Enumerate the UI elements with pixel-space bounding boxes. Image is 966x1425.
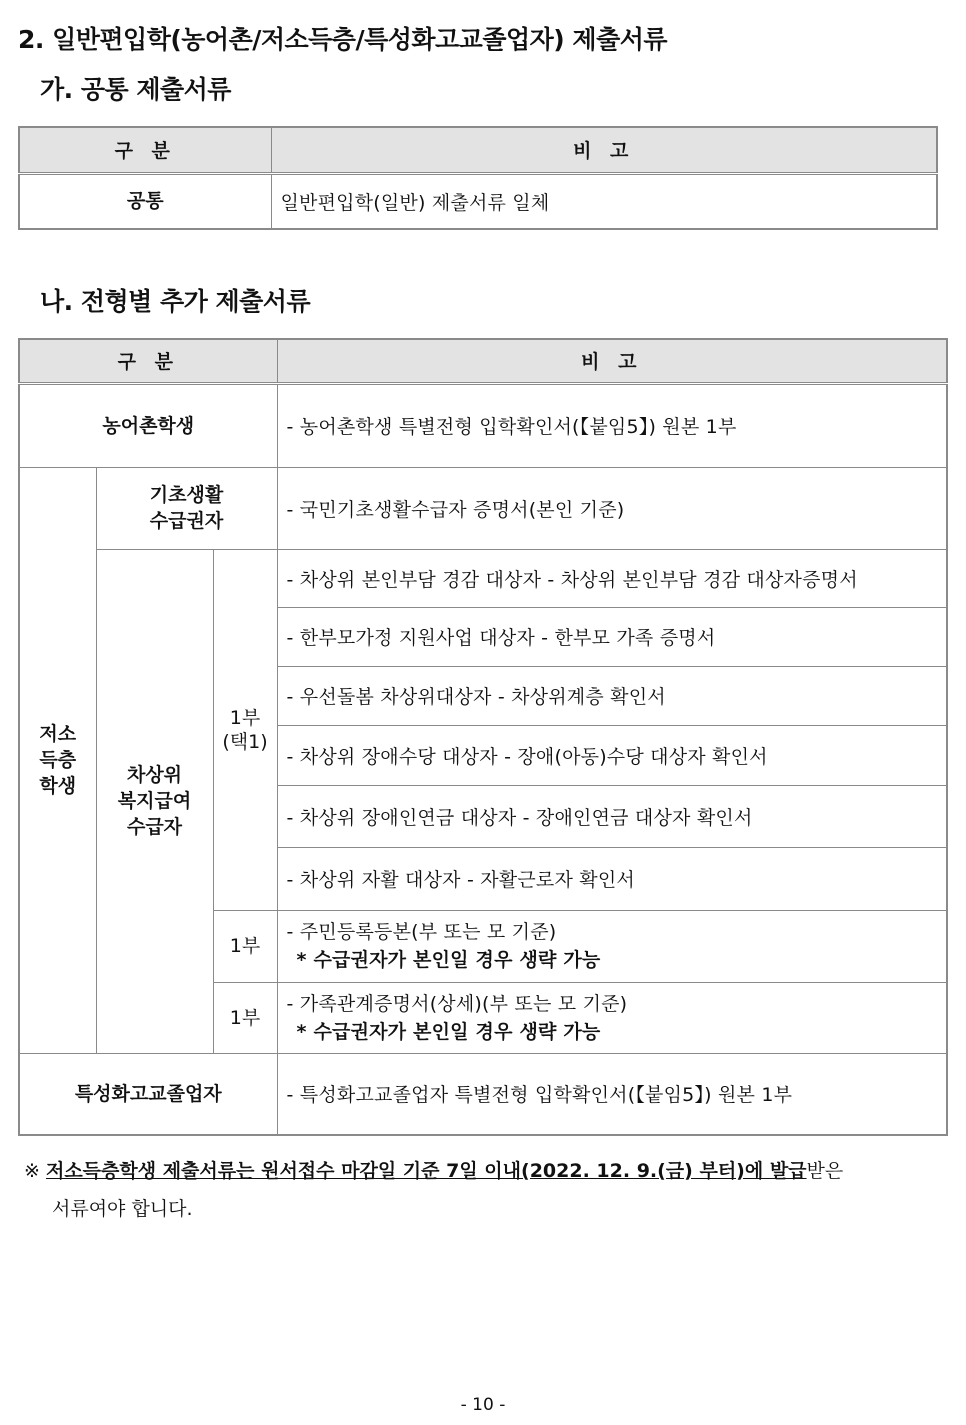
option-note-cell: - 차상위 본인부담 경감 대상자 - 차상위 본인부담 경감 대상자증명서 [277,549,947,607]
category-line: 기초생활 [149,484,224,506]
category-line: 수급자 [126,816,183,838]
note-cell: - 특성화고교졸업자 특별전형 입학확인서(【붙임5】) 원본 1부 [277,1053,947,1135]
reference-mark: ※ [24,1160,40,1182]
category-cell: 공통 [19,173,271,229]
low-income-category-cell [19,467,96,1053]
page-number: - 10 - [460,1395,506,1415]
footnote [24,1152,843,1228]
near-poor-category-cell [96,549,213,1053]
count-line: (택1) [222,730,268,753]
note-cell: - 국민기초생활수급자 증명서(본인 기준) [277,467,947,549]
option-note-cell: - 차상위 장애수당 대상자 - 장애(아동)수당 대상자 확인서 [277,725,947,785]
table-header-row [19,339,947,383]
footnote-emphasis: 저소득층학생 제출서류는 원서접수 마감일 기준 7일 이내(2022. 12. 9.(금) 부터)에 발급 [45,1160,807,1182]
footnote-line: 서류여야 합니다. [52,1198,193,1220]
choice-count-cell [213,549,277,910]
option-note-cell: - 한부모가정 지원사업 대상자 - 한부모 가족 증명서 [277,607,947,666]
option-note-cell: - 차상위 장애인연금 대상자 - 장애인연금 대상자 확인서 [277,785,947,847]
category-line: 차상위 [126,764,183,786]
category-line: 저소 [39,723,77,745]
note-line: - 가족관계증명서(상세)(부 또는 모 기준) [286,992,628,1015]
category-cell: 농어촌학생 [19,383,277,467]
omission-note: * 수급권자가 본인일 경우 생략 가능 [296,1020,601,1043]
footnote-line [24,1152,843,1190]
note-line: - 주민등록등본(부 또는 모 기준) [286,921,557,943]
table-row [19,1053,947,1135]
additional-docs-title: 나. 전형별 추가 제출서류 [40,287,311,316]
count-cell: 1부 [213,910,277,982]
category-line: 복지급여 [117,790,192,812]
omission-note: * 수급권자가 본인일 경우 생략 가능 [296,949,601,971]
family-relation-note-cell [277,982,947,1053]
table-row [19,467,947,549]
table-row [19,549,947,607]
table-header-row [19,127,937,173]
table-row [19,173,937,229]
count-line: 1부 [229,706,261,729]
header-category: 구 분 [19,127,271,173]
header-note: 비 고 [271,127,937,173]
option-note-cell: - 우선돌봄 차상위대상자 - 차상위계층 확인서 [277,666,947,725]
section-title: 2. 일반편입학(농어촌/저소득층/특성화고교졸업자) 제출서류 [18,25,668,54]
table-row [19,383,947,467]
common-docs-table [18,126,938,230]
category-line: 수급권자 [149,510,224,532]
count-cell: 1부 [213,982,277,1053]
option-note-cell: - 차상위 자활 대상자 - 자활근로자 확인서 [277,847,947,910]
note-cell: 일반편입학(일반) 제출서류 일체 [271,173,937,229]
header-note: 비 고 [277,339,947,383]
category-line: 학생 [39,775,77,797]
category-line: 득층 [39,749,77,771]
common-docs-title: 가. 공통 제출서류 [40,75,231,104]
note-cell: - 농어촌학생 특별전형 입학확인서(【붙임5】) 원본 1부 [277,383,947,467]
basic-recipient-category-cell [96,467,277,549]
category-cell: 특성화고교졸업자 [19,1053,277,1135]
additional-docs-table [18,338,948,1136]
resident-register-note-cell [277,910,947,982]
footnote-text: 받은 [806,1160,844,1182]
header-category: 구 분 [19,339,277,383]
